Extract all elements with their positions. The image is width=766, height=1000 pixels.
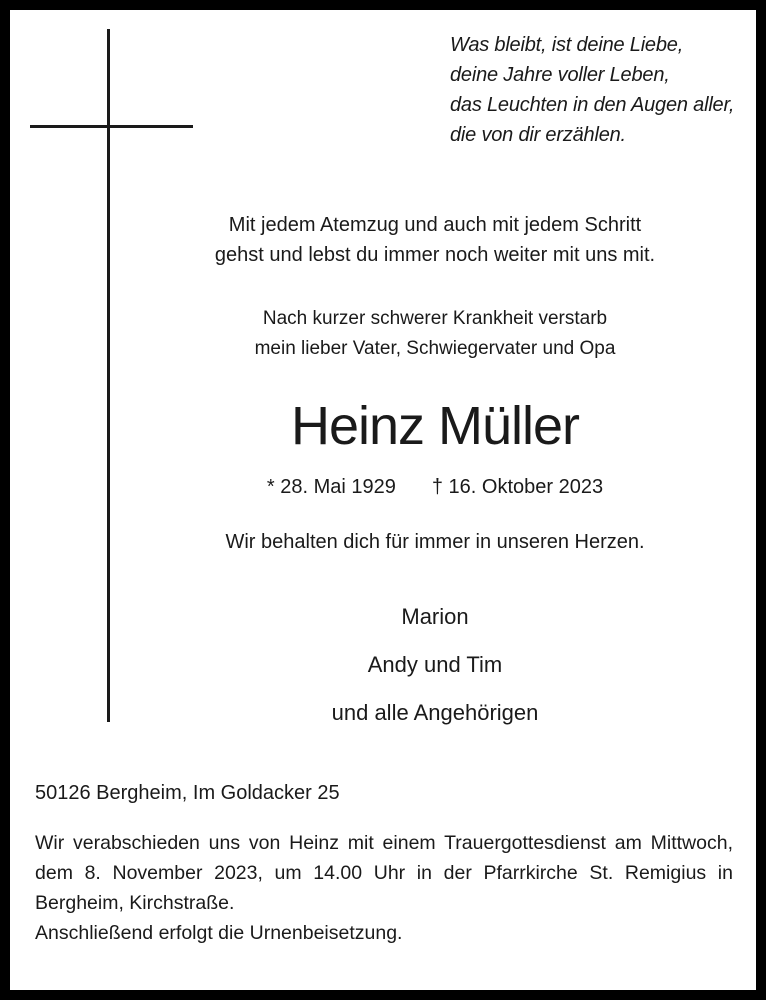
family-address: 50126 Bergheim, Im Goldacker 25 [35, 782, 340, 804]
deceased-name: Heinz Müller [290, 396, 580, 456]
poem-line: die von dir erzählen. [450, 124, 626, 146]
mourner-name: Marion [401, 604, 469, 629]
verse-line: gehst und lebst du immer noch weiter mit uns mit. [214, 244, 656, 266]
funeral-service-info [35, 828, 733, 948]
mourner-name: Andy und Tim [367, 652, 503, 677]
poem-line: das Leuchten in den Augen aller, [450, 94, 735, 116]
verse [150, 210, 720, 270]
cross-vertical-bar [107, 29, 110, 722]
announcement-line: mein lieber Vater, Schwiegervater und Opa [254, 338, 616, 359]
birth-date: * 28. Mai 1929 [266, 476, 396, 498]
death-date: † 16. Oktober 2023 [431, 476, 604, 498]
announcement-line: Nach kurzer schwerer Krankheit verstarb [262, 308, 608, 329]
mourners [150, 593, 720, 737]
service-details: Wir verabschieden uns von Heinz mit einem Trauergottesdienst am Mittwoch, dem 8. November 2023, um 14.00 Uhr in der Pfarrkirche St. Remigius in Bergheim, Kirchstraße. [35, 832, 733, 914]
cross-horizontal-bar [30, 125, 193, 128]
burial-note: Anschließend erfolgt die Urnenbeisetzung. [35, 922, 403, 944]
death-announcement [150, 304, 720, 364]
obituary-notice [10, 10, 756, 990]
life-dates [150, 473, 720, 501]
farewell-line: Wir behalten dich für immer in unseren Herzen. [225, 531, 645, 553]
poem [450, 30, 750, 150]
mourner-name: und alle Angehörigen [331, 700, 539, 725]
verse-line: Mit jedem Atemzug und auch mit jedem Schritt [228, 214, 642, 236]
poem-line: Was bleibt, ist deine Liebe, [450, 34, 684, 56]
poem-line: deine Jahre voller Leben, [450, 64, 670, 86]
